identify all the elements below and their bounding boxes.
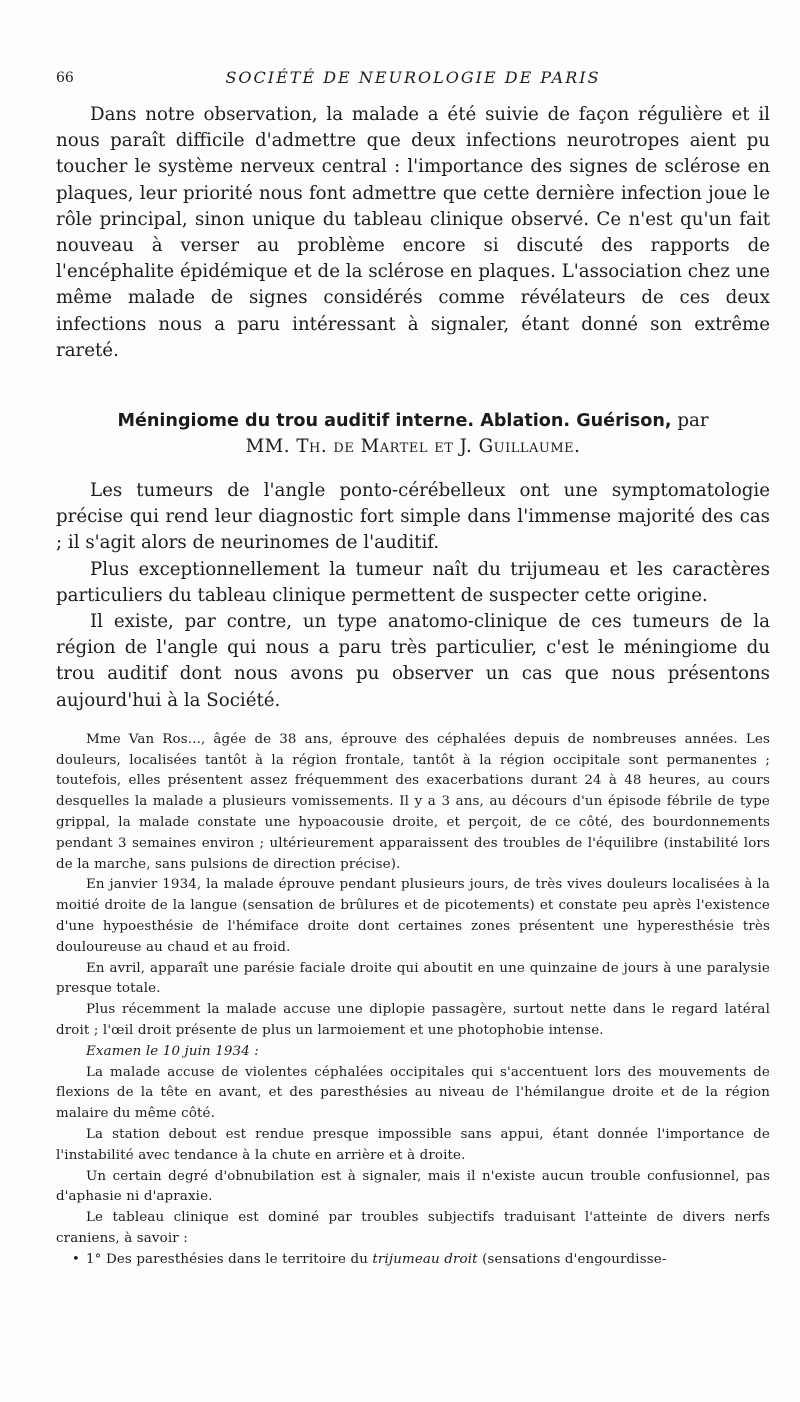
item-number: 1° bbox=[86, 1251, 102, 1267]
case-paragraph: Plus récemment la malade accuse une diplopie passagère, surtout nette dans le regard latéral droit ; l'œil droit présente de plus un larmoiement et une photophobie intense. bbox=[56, 1002, 770, 1039]
article-authors: MM. Th. de Martel et J. Guillaume. bbox=[245, 436, 581, 458]
article-heading bbox=[56, 408, 770, 460]
case-paragraph: Le tableau clinique est dominé par troubles subjectifs traduisant l'atteinte de divers nerfs craniens, à savoir : bbox=[56, 1210, 770, 1246]
article-by: par bbox=[677, 410, 709, 432]
running-head bbox=[56, 62, 770, 92]
article-body bbox=[56, 478, 770, 714]
case-paragraph: La station debout est rendue presque impossible sans appui, étant donnée l'importance de l'instabilité avec tendance à la chute en arrière et à droite. bbox=[56, 1127, 770, 1163]
case-paragraph: Un certain degré d'obnubilation est à signaler, mais il n'existe aucun trouble confusionnel, pas d'aphasie ni d'apraxie. bbox=[56, 1168, 770, 1205]
journal-title: SOCIÉTÉ DE NEUROLOGIE DE PARIS bbox=[225, 68, 601, 87]
exam-date-text: Examen le 10 juin 1934 : bbox=[86, 1043, 259, 1059]
case-paragraph: Mme Van Ros..., âgée de 38 ans, éprouve des céphalées depuis de nombreuses années. Les douleurs, localisées tantôt à la région frontale, tantôt à la région occipitale sont permanentes ; toutefois, elles présentent assez fréquemment des exacerbations durant 24 à 48 heures, au cours desquelles la malade a plusieurs vomissements. Il y a 3 ans, au décours d'un épisode fébrile de type grippal, la malade constate une hypoacousie droite, et perçoit, de ce côté, des bourdonnements pendant 3 semaines environ ; ultérieurement apparaissent des troubles de l'équilibre (instabilité lors de la marche, sans pulsions de direction précise). bbox=[56, 731, 770, 872]
case-report bbox=[56, 730, 770, 1271]
article-title: Méningiome du trou auditif interne. Ablation. Guérison, bbox=[117, 411, 672, 432]
intro-paragraph: Dans notre observation, la malade a été suivie de façon régulière et il nous paraît difficile d'admettre que deux infections neurotropes aient pu toucher le système nerveux central : l'importance des signes de sclérose en plaques, leur priorité nous font admettre que cette dernière infection joue le rôle principal, sinon unique du tableau clinique observé. Ce n'est qu'un fait nouveau à verser au problème encore si discuté des rapports de l'encéphalite épidémique et de la sclérose en plaques. L'association chez une même malade de signes considérés comme révélateurs de ces deux infections nous a paru intéressant à signaler, étant donné son extrême rareté. bbox=[56, 104, 770, 361]
article-paragraph: Plus exceptionnellement la tumeur naît du trijumeau et les caractères particuliers du tableau clinique permettent de suspecter cette origine. bbox=[56, 558, 770, 606]
item-tail-text: (sensations d'engourdisse- bbox=[482, 1251, 667, 1267]
case-paragraph: La malade accuse de violentes céphalées occipitales qui s'accentuent lors des mouvements de flexions de la tête en avant, et des paresthésies au niveau de l'hémilangue droite et de la région malaire du même côté. bbox=[56, 1064, 770, 1122]
exam-date-label bbox=[56, 1042, 770, 1063]
margin-mark: • bbox=[72, 1251, 80, 1267]
article-paragraph: Les tumeurs de l'angle ponto-cérébelleux ont une symptomatologie précise qui rend leur diagnostic fort simple dans l'immense majorité des cas ; il s'agit alors de neurinomes de l'auditif. bbox=[56, 480, 770, 554]
page-number: 66 bbox=[56, 70, 74, 86]
case-paragraph: En janvier 1934, la malade éprouve pendant plusieurs jours, de très vives douleurs localisées à la moitié droite de la langue (sensation de brûlures et de picotements) et constate peu après l'existence d'une hypoesthésie de l'hémiface droite dont certaines zones présentent une hyperesthésie très douloureuse au chaud et au froid. bbox=[56, 877, 770, 955]
item-text: Des paresthésies dans le territoire du bbox=[105, 1251, 368, 1267]
item-italic-text: trijumeau droit bbox=[372, 1251, 478, 1267]
intro-section bbox=[56, 102, 770, 364]
case-paragraph: En avril, apparaît une parésie faciale droite qui aboutit en une quinzaine de jours à une paralysie presque totale. bbox=[56, 960, 770, 997]
article-paragraph: Il existe, par contre, un type anatomo-clinique de ces tumeurs de la région de l'angle qui nous a paru très particulier, c'est le méningiome du trou auditif dont nous avons pu observer un cas que nous présentons aujourd'hui à la Société. bbox=[56, 611, 770, 711]
numbered-item bbox=[56, 1250, 770, 1271]
